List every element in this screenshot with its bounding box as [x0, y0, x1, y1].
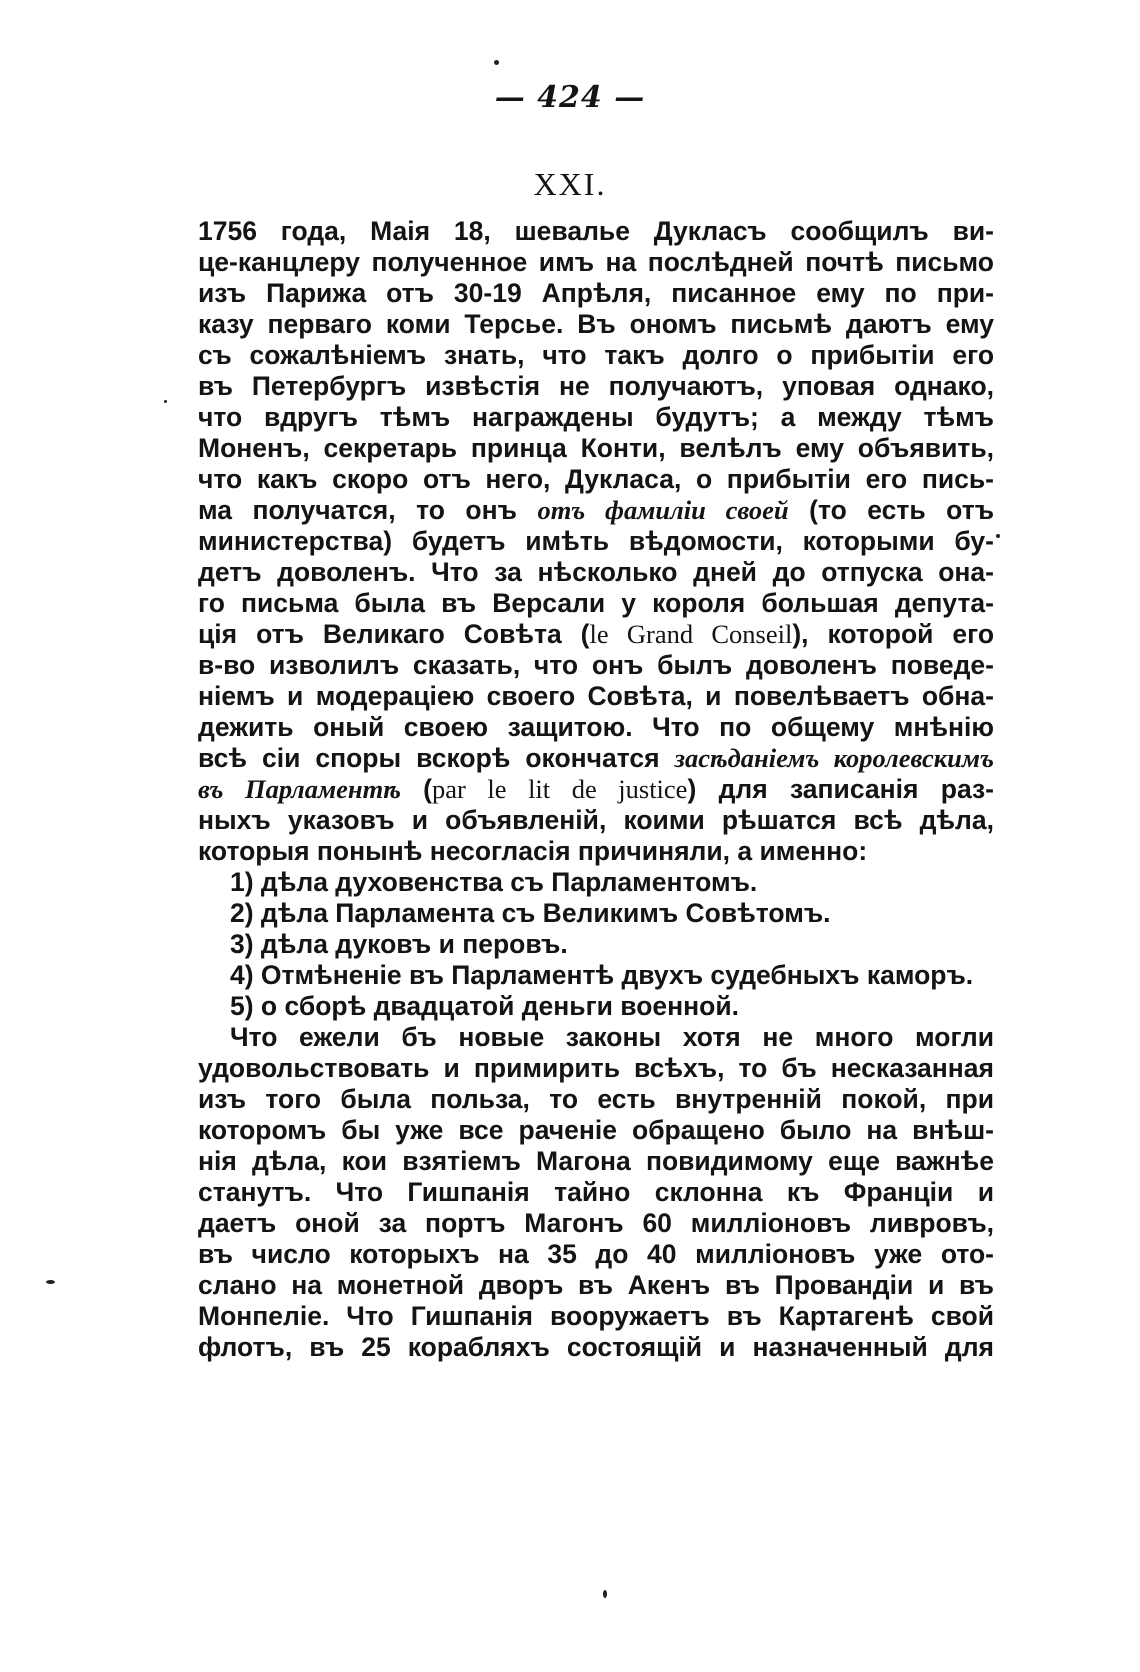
text-line: въ Петербургъ извѣстія не получаютъ, уповая однако, — [198, 371, 994, 401]
text-line: казу перваго коми Терсье. Въ ономъ письмѣ даютъ ему — [198, 309, 994, 339]
list-item: 2) дѣла Парламента съ Великимъ Совѣтомъ. — [230, 898, 831, 928]
text-line: Монпеліе. Что Гишпанія вооружаетъ въ Картагенѣ свой — [198, 1301, 994, 1331]
italic-phrase: засѣданіемъ королевскимъ — [674, 743, 994, 773]
text-line: даетъ оной за портъ Магонъ 60 милліоновъ ливровъ, — [198, 1208, 994, 1238]
text-line: дежить оный своею защитою. Что по общему мнѣнію — [198, 712, 994, 742]
text-line — [198, 774, 994, 805]
text-line: Моненъ, секретарь принца Конти, велѣлъ ему объявить, — [198, 433, 994, 463]
text-line — [198, 495, 994, 526]
italic-phrase: отъ фамиліи своей — [537, 495, 789, 525]
text-line: въ число которыхъ на 35 до 40 милліоновъ уже ото- — [198, 1239, 994, 1269]
text-line: це-канцлеру полученное имъ на послѣдней почтѣ письмо — [198, 247, 994, 277]
text-line: Что ежели бъ новые законы хотя не много могли — [230, 1022, 994, 1052]
text-line: изъ Парижа отъ 30-19 Апрѣля, писанное ему по при- — [198, 278, 994, 308]
text-line: что вдругъ тѣмъ награждены будутъ; а между тѣмъ — [198, 402, 994, 432]
text-line: нія дѣла, кои взятіемъ Магона повидимому еще важнѣе — [198, 1146, 994, 1176]
french-phrase: par le lit de justice — [432, 774, 688, 804]
text-segment: (то есть отъ — [788, 495, 995, 525]
list-item: 5) о сборѣ двадцатой деньги военной. — [230, 991, 739, 1021]
print-speck — [164, 400, 167, 403]
print-speck — [46, 1280, 55, 1284]
text-line: изъ того была польза, то есть внутренній покой, при — [198, 1084, 994, 1114]
list-item: 4) Отмѣненіе въ Парламентѣ двухъ судебныхъ каморъ. — [230, 960, 974, 990]
text-segment: ма получатся, то онъ — [198, 495, 538, 525]
text-line: которыя понынѣ несогласія причиняли, а именно: — [198, 836, 868, 866]
text-line: удовольствовать и примирить всѣхъ, то бъ несказанная — [198, 1053, 994, 1083]
text-segment: ), которой его — [792, 619, 995, 649]
list-item: 1) дѣла духовенства съ Парламентомъ. — [230, 867, 758, 897]
text-line: ныхъ указовъ и объявленій, коими рѣшатся всѣ дѣла, — [198, 805, 994, 835]
text-line: ніемъ и модераціею своего Совѣта, и повелѣваетъ обна- — [198, 681, 994, 711]
page-number: — 424 — — [494, 80, 646, 115]
text-line: го письма была въ Версали у короля большая депута- — [198, 588, 994, 618]
text-line: которомъ бы уже все раченіе обращено было на внѣш- — [198, 1115, 994, 1145]
text-segment: ція отъ Великаго Совѣта ( — [198, 619, 590, 649]
text-segment: ( — [400, 774, 432, 804]
body-text — [198, 216, 994, 1363]
text-line: 1756 года, Маія 18, шевалье Дукласъ сообщилъ ви- — [198, 216, 994, 246]
text-line: министерства) будетъ имѣть вѣдомости, которыми бу- — [198, 526, 994, 556]
text-line — [198, 743, 994, 774]
french-phrase: le Grand Conseil — [589, 619, 793, 649]
text-segment: всѣ сіи споры вскорѣ окончатся — [198, 743, 675, 773]
text-line: флотъ, въ 25 корабляхъ состоящій и назначенный для — [198, 1332, 994, 1362]
print-speck — [996, 534, 1000, 538]
print-speck — [494, 60, 499, 65]
text-line: станутъ. Что Гишпанія тайно склонна къ Франціи и — [198, 1177, 994, 1207]
text-line: детъ доволенъ. Что за нѣсколько дней до отпуска она- — [198, 557, 994, 587]
text-line: в-во изволилъ сказать, что онъ былъ доволенъ поведе- — [198, 650, 994, 680]
text-line: что какъ скоро отъ него, Дукласа, о прибытіи его пись- — [198, 464, 994, 494]
text-line: слано на монетной дворъ въ Акенъ въ Провандіи и въ — [198, 1270, 994, 1300]
print-speck — [603, 1590, 607, 1598]
text-line — [198, 619, 994, 650]
list-item: 3) дѣла дуковъ и перовъ. — [230, 929, 568, 959]
italic-phrase: въ Парламентѣ — [198, 774, 401, 804]
chapter-heading: XXI. — [533, 166, 607, 202]
text-segment: ) для записанія раз- — [687, 774, 994, 804]
text-line: съ сожалѣніемъ знать, что такъ долго о прибытіи его — [198, 340, 994, 370]
